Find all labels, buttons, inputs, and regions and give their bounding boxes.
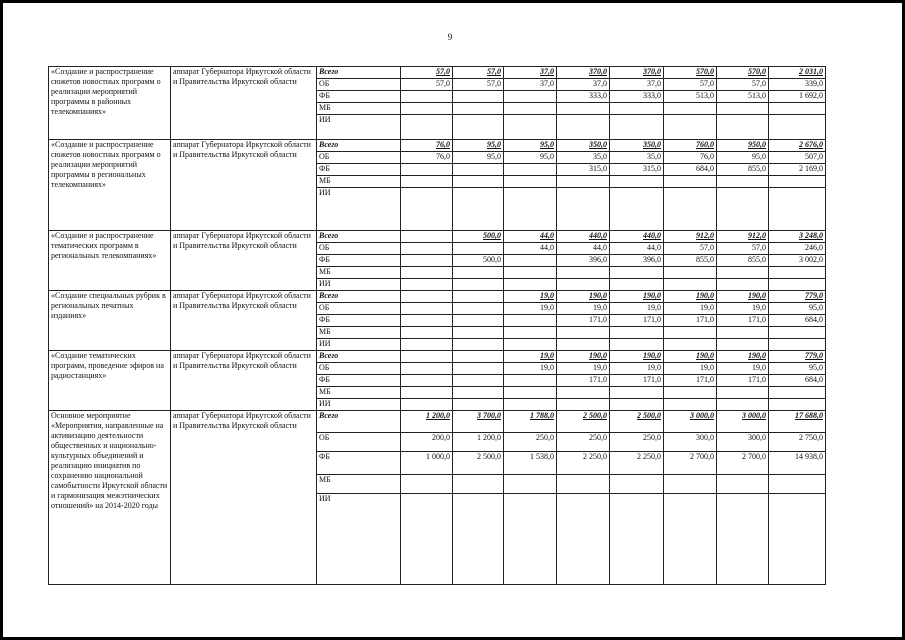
year-value-cell <box>401 279 453 291</box>
year-value-cell <box>504 339 557 351</box>
year-value-cell <box>610 103 664 115</box>
year-value-cell <box>453 303 504 315</box>
year-value-cell <box>664 103 717 115</box>
year-value-cell: 190,0 <box>557 291 610 303</box>
year-value-cell <box>504 188 557 231</box>
total-value-cell: 3 002,0 <box>769 255 826 267</box>
year-value-cell <box>504 387 557 399</box>
year-value-cell <box>717 267 769 279</box>
total-value-cell <box>769 399 826 411</box>
year-value-cell: 44,0 <box>504 243 557 255</box>
funding-source-cell: ОБ <box>317 243 401 255</box>
year-value-cell: 95,0 <box>717 152 769 164</box>
year-value-cell <box>610 115 664 140</box>
year-value-cell <box>557 387 610 399</box>
year-value-cell: 76,0 <box>401 140 453 152</box>
year-value-cell: 912,0 <box>664 231 717 243</box>
year-value-cell: 95,0 <box>453 152 504 164</box>
year-value-cell <box>453 91 504 103</box>
year-value-cell: 57,0 <box>717 243 769 255</box>
year-value-cell: 2 500,0 <box>557 411 610 433</box>
year-value-cell <box>401 339 453 351</box>
year-value-cell <box>610 279 664 291</box>
year-value-cell: 37,0 <box>504 67 557 79</box>
year-value-cell <box>557 494 610 585</box>
year-value-cell: 855,0 <box>717 255 769 267</box>
year-value-cell <box>557 188 610 231</box>
year-value-cell <box>504 279 557 291</box>
year-value-cell: 250,0 <box>610 433 664 452</box>
year-value-cell: 171,0 <box>664 375 717 387</box>
total-value-cell <box>769 475 826 494</box>
year-value-cell: 76,0 <box>664 152 717 164</box>
year-value-cell <box>453 399 504 411</box>
year-value-cell: 19,0 <box>664 363 717 375</box>
year-value-cell <box>664 279 717 291</box>
year-value-cell <box>401 387 453 399</box>
year-value-cell: 500,0 <box>453 255 504 267</box>
funding-source-cell: МБ <box>317 103 401 115</box>
year-value-cell <box>453 267 504 279</box>
year-value-cell <box>401 164 453 176</box>
year-value-cell: 350,0 <box>557 140 610 152</box>
year-value-cell: 370,0 <box>557 67 610 79</box>
year-value-cell: 513,0 <box>664 91 717 103</box>
funding-source-cell: ФБ <box>317 315 401 327</box>
year-value-cell <box>504 176 557 188</box>
year-value-cell <box>453 475 504 494</box>
year-value-cell <box>664 387 717 399</box>
year-value-cell <box>504 255 557 267</box>
year-value-cell: 44,0 <box>610 243 664 255</box>
responsible-org-cell: аппарат Губернатора Иркутской области и Правительства Иркутской области <box>171 67 317 140</box>
year-value-cell: 19,0 <box>557 303 610 315</box>
year-value-cell <box>504 327 557 339</box>
year-value-cell <box>610 267 664 279</box>
activity-name-cell: «Создание тематических программ, проведение эфиров на радиостанциях» <box>49 351 171 411</box>
year-value-cell <box>664 188 717 231</box>
year-value-cell: 684,0 <box>664 164 717 176</box>
year-value-cell: 95,0 <box>453 140 504 152</box>
year-value-cell <box>557 103 610 115</box>
year-value-cell <box>401 351 453 363</box>
year-value-cell: 2 700,0 <box>664 452 717 475</box>
year-value-cell: 1 200,0 <box>401 411 453 433</box>
year-value-cell: 37,0 <box>504 79 557 91</box>
year-value-cell: 300,0 <box>717 433 769 452</box>
year-value-cell: 190,0 <box>664 351 717 363</box>
frame-left-edge <box>0 0 3 640</box>
year-value-cell <box>401 399 453 411</box>
year-value-cell <box>453 243 504 255</box>
year-value-cell: 570,0 <box>717 67 769 79</box>
total-value-cell: 779,0 <box>769 291 826 303</box>
total-value-cell <box>769 327 826 339</box>
year-value-cell: 760,0 <box>664 140 717 152</box>
year-value-cell: 250,0 <box>504 433 557 452</box>
year-value-cell <box>504 91 557 103</box>
year-value-cell: 855,0 <box>717 164 769 176</box>
year-value-cell <box>401 375 453 387</box>
activity-name-cell: «Создание и распространение сюжетов новостных программ о реализации мероприятий программы в районных телекомпаниях» <box>49 67 171 140</box>
year-value-cell: 57,0 <box>401 67 453 79</box>
funding-source-cell: ОБ <box>317 363 401 375</box>
page-number: 9 <box>447 32 453 42</box>
year-value-cell <box>453 176 504 188</box>
year-value-cell: 95,0 <box>504 140 557 152</box>
year-value-cell: 350,0 <box>610 140 664 152</box>
year-value-cell: 1 538,0 <box>504 452 557 475</box>
funding-source-cell: ИИ <box>317 339 401 351</box>
year-value-cell <box>717 339 769 351</box>
year-value-cell <box>401 243 453 255</box>
year-value-cell: 190,0 <box>610 351 664 363</box>
year-value-cell: 190,0 <box>610 291 664 303</box>
year-value-cell <box>401 103 453 115</box>
total-value-cell: 95,0 <box>769 363 826 375</box>
table-row <box>49 291 826 303</box>
year-value-cell: 171,0 <box>717 315 769 327</box>
total-value-cell: 14 938,0 <box>769 452 826 475</box>
total-value-cell: 246,0 <box>769 243 826 255</box>
year-value-cell <box>557 339 610 351</box>
total-value-cell <box>769 188 826 231</box>
year-value-cell: 3 000,0 <box>717 411 769 433</box>
year-value-cell: 37,0 <box>557 79 610 91</box>
year-value-cell <box>664 475 717 494</box>
year-value-cell: 396,0 <box>610 255 664 267</box>
total-value-cell: 2 031,0 <box>769 67 826 79</box>
year-value-cell <box>401 91 453 103</box>
year-value-cell <box>504 103 557 115</box>
year-value-cell <box>717 279 769 291</box>
frame-top-edge <box>0 0 905 3</box>
funding-source-cell: ОБ <box>317 303 401 315</box>
budget-table <box>48 66 826 585</box>
year-value-cell <box>504 315 557 327</box>
year-value-cell <box>504 267 557 279</box>
year-value-cell <box>401 315 453 327</box>
year-value-cell <box>401 363 453 375</box>
year-value-cell <box>453 279 504 291</box>
year-value-cell: 1 200,0 <box>453 433 504 452</box>
year-value-cell: 2 500,0 <box>453 452 504 475</box>
year-value-cell: 95,0 <box>504 152 557 164</box>
year-value-cell: 57,0 <box>664 79 717 91</box>
year-value-cell: 19,0 <box>717 303 769 315</box>
year-value-cell <box>401 255 453 267</box>
year-value-cell <box>610 399 664 411</box>
year-value-cell <box>664 267 717 279</box>
year-value-cell: 57,0 <box>401 79 453 91</box>
table-row <box>49 67 826 79</box>
year-value-cell: 513,0 <box>717 91 769 103</box>
funding-source-cell: ОБ <box>317 433 401 452</box>
year-value-cell: 190,0 <box>557 351 610 363</box>
year-value-cell <box>717 399 769 411</box>
year-value-cell <box>664 115 717 140</box>
funding-source-cell: Всего <box>317 140 401 152</box>
table-row <box>49 351 826 363</box>
total-value-cell: 2 169,0 <box>769 164 826 176</box>
activity-name-cell: «Создание и распространение сюжетов новостных программ о реализации мероприятий программы в региональных телекомпаниях» <box>49 140 171 231</box>
year-value-cell <box>504 494 557 585</box>
year-value-cell <box>610 176 664 188</box>
year-value-cell <box>717 188 769 231</box>
funding-source-cell: ОБ <box>317 152 401 164</box>
year-value-cell: 950,0 <box>717 140 769 152</box>
year-value-cell: 171,0 <box>557 375 610 387</box>
year-value-cell: 44,0 <box>557 243 610 255</box>
year-value-cell <box>557 176 610 188</box>
total-value-cell: 2 676,0 <box>769 140 826 152</box>
funding-source-cell: ФБ <box>317 452 401 475</box>
year-value-cell: 2 250,0 <box>610 452 664 475</box>
year-value-cell <box>453 494 504 585</box>
total-value-cell <box>769 387 826 399</box>
year-value-cell: 2 250,0 <box>557 452 610 475</box>
year-value-cell: 35,0 <box>610 152 664 164</box>
activity-name-cell: Основное мероприятие «Мероприятия, направленные на активизацию деятельности общественных и национально-культурных объединений и реализацию инициатив по сохранению национальной самобытности Иркутской области и гармонизация межэтнических отношений» на 2014-2020 годы <box>49 411 171 585</box>
table-row <box>49 411 826 433</box>
total-value-cell <box>769 494 826 585</box>
year-value-cell: 19,0 <box>504 363 557 375</box>
year-value-cell: 440,0 <box>610 231 664 243</box>
year-value-cell <box>401 188 453 231</box>
year-value-cell <box>610 475 664 494</box>
year-value-cell <box>557 115 610 140</box>
year-value-cell <box>717 475 769 494</box>
total-value-cell: 2 750,0 <box>769 433 826 452</box>
year-value-cell <box>717 115 769 140</box>
total-value-cell <box>769 103 826 115</box>
funding-source-cell: ОБ <box>317 79 401 91</box>
year-value-cell: 3 000,0 <box>664 411 717 433</box>
year-value-cell: 315,0 <box>610 164 664 176</box>
funding-source-cell: ФБ <box>317 164 401 176</box>
year-value-cell: 19,0 <box>557 363 610 375</box>
year-value-cell: 855,0 <box>664 255 717 267</box>
year-value-cell: 2 500,0 <box>610 411 664 433</box>
year-value-cell <box>610 494 664 585</box>
year-value-cell <box>664 399 717 411</box>
total-value-cell: 779,0 <box>769 351 826 363</box>
year-value-cell: 333,0 <box>610 91 664 103</box>
year-value-cell <box>453 387 504 399</box>
funding-source-cell: МБ <box>317 387 401 399</box>
year-value-cell: 37,0 <box>610 79 664 91</box>
year-value-cell <box>504 164 557 176</box>
funding-source-cell: МБ <box>317 475 401 494</box>
year-value-cell <box>504 399 557 411</box>
funding-source-cell: МБ <box>317 267 401 279</box>
total-value-cell <box>769 279 826 291</box>
activity-name-cell: «Создание и распространение тематических программ в региональных телекомпаниях» <box>49 231 171 291</box>
responsible-org-cell: аппарат Губернатора Иркутской области и Правительства Иркутской области <box>171 351 317 411</box>
year-value-cell: 190,0 <box>717 291 769 303</box>
year-value-cell: 57,0 <box>453 79 504 91</box>
year-value-cell: 44,0 <box>504 231 557 243</box>
year-value-cell: 57,0 <box>453 67 504 79</box>
total-value-cell: 507,0 <box>769 152 826 164</box>
year-value-cell: 500,0 <box>453 231 504 243</box>
year-value-cell <box>557 279 610 291</box>
total-value-cell: 684,0 <box>769 315 826 327</box>
funding-source-cell: МБ <box>317 327 401 339</box>
year-value-cell: 912,0 <box>717 231 769 243</box>
total-value-cell <box>769 115 826 140</box>
year-value-cell <box>557 267 610 279</box>
total-value-cell: 1 692,0 <box>769 91 826 103</box>
year-value-cell <box>717 494 769 585</box>
year-value-cell: 171,0 <box>610 315 664 327</box>
year-value-cell <box>664 327 717 339</box>
year-value-cell <box>401 291 453 303</box>
total-value-cell: 339,0 <box>769 79 826 91</box>
total-value-cell <box>769 176 826 188</box>
year-value-cell <box>401 115 453 140</box>
year-value-cell <box>453 351 504 363</box>
year-value-cell <box>717 327 769 339</box>
funding-source-cell: Всего <box>317 231 401 243</box>
year-value-cell <box>401 327 453 339</box>
year-value-cell: 171,0 <box>557 315 610 327</box>
funding-source-cell: ИИ <box>317 115 401 140</box>
year-value-cell <box>664 339 717 351</box>
responsible-org-cell: аппарат Губернатора Иркутской области и Правительства Иркутской области <box>171 291 317 351</box>
total-value-cell <box>769 267 826 279</box>
funding-source-cell: ИИ <box>317 279 401 291</box>
year-value-cell <box>610 327 664 339</box>
year-value-cell <box>610 188 664 231</box>
year-value-cell <box>717 387 769 399</box>
year-value-cell <box>401 231 453 243</box>
year-value-cell <box>453 188 504 231</box>
responsible-org-cell: аппарат Губернатора Иркутской области и Правительства Иркутской области <box>171 411 317 585</box>
year-value-cell <box>453 291 504 303</box>
year-value-cell: 19,0 <box>504 351 557 363</box>
activity-name-cell: «Создание специальных рубрик в региональных печатных изданиях» <box>49 291 171 351</box>
year-value-cell <box>453 115 504 140</box>
year-value-cell: 1 788,0 <box>504 411 557 433</box>
year-value-cell <box>401 475 453 494</box>
year-value-cell: 19,0 <box>610 303 664 315</box>
funding-source-cell: ФБ <box>317 375 401 387</box>
year-value-cell: 57,0 <box>717 79 769 91</box>
year-value-cell: 1 000,0 <box>401 452 453 475</box>
year-value-cell: 250,0 <box>557 433 610 452</box>
year-value-cell: 171,0 <box>664 315 717 327</box>
year-value-cell: 200,0 <box>401 433 453 452</box>
year-value-cell <box>664 494 717 585</box>
year-value-cell <box>504 475 557 494</box>
year-value-cell <box>401 267 453 279</box>
year-value-cell <box>453 164 504 176</box>
year-value-cell: 333,0 <box>557 91 610 103</box>
funding-source-cell: Всего <box>317 67 401 79</box>
funding-source-cell: ИИ <box>317 188 401 231</box>
year-value-cell: 19,0 <box>664 303 717 315</box>
funding-source-cell: МБ <box>317 176 401 188</box>
year-value-cell: 370,0 <box>610 67 664 79</box>
year-value-cell <box>453 375 504 387</box>
year-value-cell: 19,0 <box>610 363 664 375</box>
year-value-cell: 19,0 <box>504 303 557 315</box>
year-value-cell <box>453 327 504 339</box>
year-value-cell: 315,0 <box>557 164 610 176</box>
year-value-cell <box>453 363 504 375</box>
funding-source-cell: Всего <box>317 411 401 433</box>
year-value-cell: 76,0 <box>401 152 453 164</box>
year-value-cell <box>610 339 664 351</box>
funding-source-cell: Всего <box>317 291 401 303</box>
funding-source-cell: ИИ <box>317 399 401 411</box>
total-value-cell: 3 248,0 <box>769 231 826 243</box>
year-value-cell: 396,0 <box>557 255 610 267</box>
year-value-cell: 2 700,0 <box>717 452 769 475</box>
total-value-cell: 684,0 <box>769 375 826 387</box>
year-value-cell: 171,0 <box>717 375 769 387</box>
year-value-cell: 19,0 <box>504 291 557 303</box>
total-value-cell: 17 688,0 <box>769 411 826 433</box>
year-value-cell <box>453 103 504 115</box>
funding-source-cell: Всего <box>317 351 401 363</box>
year-value-cell: 190,0 <box>664 291 717 303</box>
year-value-cell: 190,0 <box>717 351 769 363</box>
year-value-cell: 57,0 <box>664 243 717 255</box>
total-value-cell <box>769 339 826 351</box>
year-value-cell <box>453 339 504 351</box>
table-row <box>49 140 826 152</box>
year-value-cell <box>717 176 769 188</box>
year-value-cell <box>453 315 504 327</box>
year-value-cell: 35,0 <box>557 152 610 164</box>
year-value-cell <box>610 387 664 399</box>
year-value-cell: 19,0 <box>717 363 769 375</box>
year-value-cell <box>504 375 557 387</box>
total-value-cell: 95,0 <box>769 303 826 315</box>
year-value-cell <box>504 115 557 140</box>
year-value-cell: 3 700,0 <box>453 411 504 433</box>
year-value-cell <box>557 475 610 494</box>
responsible-org-cell: аппарат Губернатора Иркутской области и Правительства Иркутской области <box>171 140 317 231</box>
table-row <box>49 231 826 243</box>
year-value-cell <box>557 327 610 339</box>
responsible-org-cell: аппарат Губернатора Иркутской области и Правительства Иркутской области <box>171 231 317 291</box>
year-value-cell <box>401 176 453 188</box>
year-value-cell <box>664 176 717 188</box>
year-value-cell <box>401 303 453 315</box>
year-value-cell: 171,0 <box>610 375 664 387</box>
funding-source-cell: ИИ <box>317 494 401 585</box>
year-value-cell: 570,0 <box>664 67 717 79</box>
year-value-cell: 440,0 <box>557 231 610 243</box>
year-value-cell <box>557 399 610 411</box>
year-value-cell <box>401 494 453 585</box>
year-value-cell <box>717 103 769 115</box>
funding-source-cell: ФБ <box>317 91 401 103</box>
year-value-cell: 300,0 <box>664 433 717 452</box>
funding-source-cell: ФБ <box>317 255 401 267</box>
